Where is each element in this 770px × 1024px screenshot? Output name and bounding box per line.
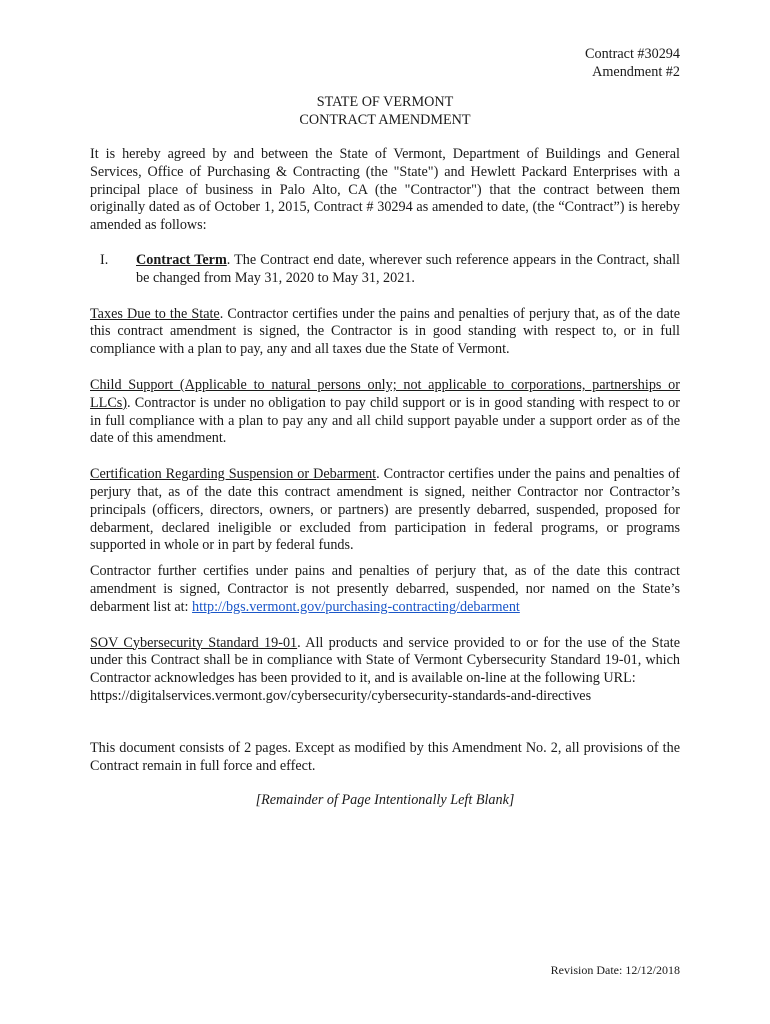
revision-date: Revision Date: 12/12/2018 — [550, 963, 680, 977]
cybersecurity-heading: SOV Cybersecurity Standard 19-01 — [90, 634, 298, 651]
title-line-1: STATE OF VERMONT — [316, 94, 454, 110]
remainder-note: [Remainder of Page Intentionally Left Blank] — [255, 792, 515, 809]
cybersecurity-url: https://digitalservices.vermont.gov/cybersecurity/cybersecurity-standards-and-directives — [90, 687, 592, 704]
debarment-text: . Contractor certifies under the pains and penalties of perjury that, as of the date this contract amendment is signed, neither Contractor nor Contractor’s principals (officers, directors, owners, or partners) are presently debarred, suspended, proposed for debarment, declared ineligible or excluded from participation in federal programs, or programs supported in whole or in part by federal funds. — [90, 466, 680, 554]
section-body — [136, 252, 680, 288]
taxes-text: . Contractor certifies under the pains and penalties of perjury that, as of the date this contract amendment is signed, the Contractor is in good standing with respect to, or in full compliance with a plan to pay, any and all taxes due the State of Vermont. — [90, 305, 680, 358]
child-support-heading: Child Support (Applicable to natural persons only; not applicable to corporations, partnerships or LLCs) — [90, 376, 680, 411]
taxes-paragraph — [90, 306, 680, 359]
document-page — [90, 46, 680, 810]
child-support-paragraph — [90, 377, 680, 448]
cybersecurity-text: . All products and service provided to or for the use of the State under this Contract shall be in compliance with State of Vermont Cybersecurity Standard 19-01, which Contractor acknowledges has been provided to it, and is available on-line at the following URL: — [90, 634, 680, 687]
debarment-further-paragraph — [90, 563, 680, 616]
debarment-list-link[interactable]: http://bgs.vermont.gov/purchasing-contracting/debarment — [192, 598, 520, 615]
debarment-paragraph — [90, 466, 680, 555]
title-line-2: CONTRACT AMENDMENT — [299, 111, 471, 128]
document-title — [90, 94, 680, 129]
cybersecurity-paragraph — [90, 635, 680, 688]
section-heading: Contract Term — [136, 251, 227, 268]
section-contract-term — [90, 252, 680, 288]
section-number: I. — [100, 251, 109, 268]
closing-paragraph: This document consists of 2 pages. Except as modified by this Amendment No. 2, all provisions of the Contract remain in full force and effect. — [90, 739, 680, 774]
taxes-heading: Taxes Due to the State — [90, 305, 220, 322]
child-support-text: . Contractor is under no obligation to pay child support or is in good standing with respect to or in full compliance with a plan to pay any and all child support payable under a support order as of the date of this amendment. — [90, 394, 680, 447]
section-text: . The Contract end date, wherever such reference appears in the Contract, shall be changed from May 31, 2020 to May 31, 2021. — [136, 251, 680, 286]
amendment-number: Amendment #2 — [592, 63, 680, 80]
contract-header — [90, 46, 680, 81]
debarment-further-text: Contractor further certifies under pains and penalties of perjury that, as of the date this contract amendment is signed, Contractor is not presently debarred, suspended, nor named on the State’s debarment list at: — [90, 563, 680, 615]
debarment-heading: Certification Regarding Suspension or Debarment — [90, 466, 377, 483]
contract-number: Contract #30294 — [585, 46, 680, 62]
intro-paragraph: It is hereby agreed by and between the State of Vermont, Department of Buildings and General Services, Office of Purchasing & Contracting (the "State") and Hewlett Packard Enterprises with a principal place of business in Palo Alto, CA (the "Contractor") that the contract between them originally dated as of October 1, 2015, Contract # 30294 as amended to date, (the “Contract”) is hereby amended as follows: — [90, 146, 680, 234]
